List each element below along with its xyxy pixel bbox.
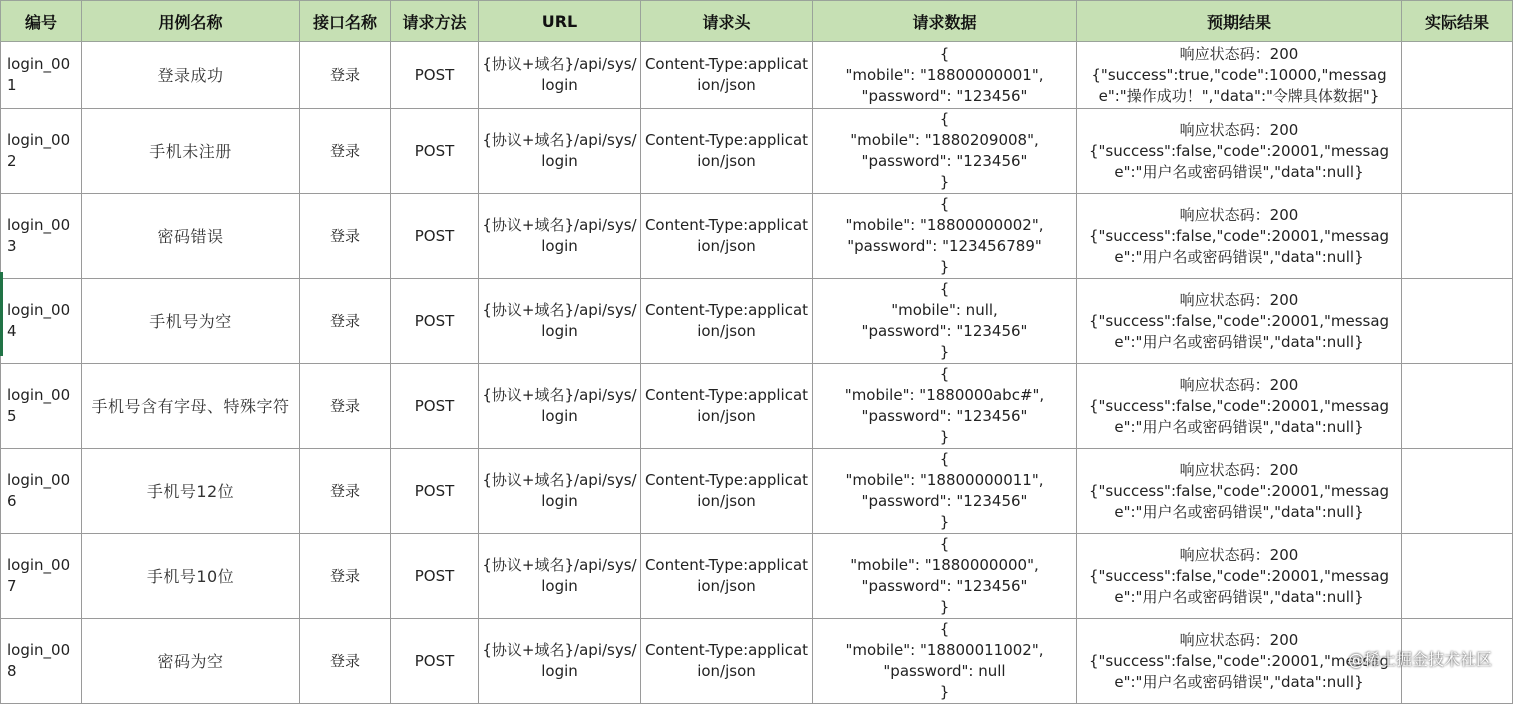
cell-req-header[interactable]: Content-Type:application/json	[641, 534, 813, 619]
cell-req-data[interactable]: { "mobile": "18800000011", "password": "123456" }	[813, 449, 1077, 534]
cell-case-name[interactable]: 密码为空	[82, 619, 300, 704]
cell-expected[interactable]: 响应状态码：200 {"success":false,"code":20001,"message":"用户名或密码错误","data":null}	[1077, 109, 1402, 194]
cell-url[interactable]: {协议+域名}/api/sys/login	[479, 534, 641, 619]
selected-row-indicator	[0, 272, 3, 356]
cell-actual[interactable]	[1402, 109, 1513, 194]
cell-actual[interactable]	[1402, 364, 1513, 449]
header-cell-api-name[interactable]: 接口名称	[300, 1, 391, 42]
cell-method[interactable]: POST	[391, 449, 479, 534]
cell-method[interactable]: POST	[391, 109, 479, 194]
cell-api-name[interactable]: 登录	[300, 364, 391, 449]
cell-url[interactable]: {协议+域名}/api/sys/login	[479, 279, 641, 364]
cell-id[interactable]: login_005	[1, 364, 82, 449]
cell-case-name[interactable]: 手机号12位	[82, 449, 300, 534]
cell-case-name[interactable]: 密码错误	[82, 194, 300, 279]
header-row	[1, 1, 1513, 42]
cell-actual[interactable]	[1402, 42, 1513, 109]
table-row	[1, 364, 1513, 449]
cell-req-data[interactable]: { "mobile": null, "password": "123456" }	[813, 279, 1077, 364]
cell-req-header[interactable]: Content-Type:application/json	[641, 109, 813, 194]
table-row	[1, 109, 1513, 194]
cell-actual[interactable]	[1402, 534, 1513, 619]
table-body	[1, 42, 1513, 704]
header-cell-expected[interactable]: 预期结果	[1077, 1, 1402, 42]
cell-case-name[interactable]: 手机号为空	[82, 279, 300, 364]
cell-id[interactable]: login_003	[1, 194, 82, 279]
cell-url[interactable]: {协议+域名}/api/sys/login	[479, 364, 641, 449]
cell-case-name[interactable]: 手机号含有字母、特殊字符	[82, 364, 300, 449]
cell-expected[interactable]: 响应状态码：200 {"success":true,"code":10000,"message":"操作成功！","data":"令牌具体数据"}	[1077, 42, 1402, 109]
cell-req-data[interactable]: { "mobile": "1880209008", "password": "123456" }	[813, 109, 1077, 194]
cell-req-data[interactable]: { "mobile": "18800011002", "password": null }	[813, 619, 1077, 704]
cell-case-name[interactable]: 手机号10位	[82, 534, 300, 619]
cell-url[interactable]: {协议+域名}/api/sys/login	[479, 42, 641, 109]
cell-id[interactable]: login_008	[1, 619, 82, 704]
header-cell-case-name[interactable]: 用例名称	[82, 1, 300, 42]
cell-method[interactable]: POST	[391, 364, 479, 449]
cell-expected[interactable]: 响应状态码：200 {"success":false,"code":20001,"message":"用户名或密码错误","data":null}	[1077, 449, 1402, 534]
cell-req-header[interactable]: Content-Type:application/json	[641, 279, 813, 364]
cell-api-name[interactable]: 登录	[300, 42, 391, 109]
cell-actual[interactable]	[1402, 449, 1513, 534]
cell-req-header[interactable]: Content-Type:application/json	[641, 449, 813, 534]
cell-actual[interactable]	[1402, 194, 1513, 279]
cell-req-header[interactable]: Content-Type:application/json	[641, 42, 813, 109]
table-row	[1, 619, 1513, 704]
cell-expected[interactable]: 响应状态码：200 {"success":false,"code":20001,"message":"用户名或密码错误","data":null}	[1077, 194, 1402, 279]
cell-url[interactable]: {协议+域名}/api/sys/login	[479, 109, 641, 194]
cell-req-data[interactable]: { "mobile": "1880000000", "password": "123456" }	[813, 534, 1077, 619]
watermark: @稀土掘金技术社区	[1347, 650, 1492, 669]
header-cell-req-data[interactable]: 请求数据	[813, 1, 1077, 42]
cell-method[interactable]: POST	[391, 619, 479, 704]
cell-api-name[interactable]: 登录	[300, 534, 391, 619]
cell-req-header[interactable]: Content-Type:application/json	[641, 194, 813, 279]
cell-url[interactable]: {协议+域名}/api/sys/login	[479, 194, 641, 279]
table-row	[1, 279, 1513, 364]
cell-actual[interactable]	[1402, 279, 1513, 364]
cell-req-data[interactable]: { "mobile": "1880000abc#", "password": "123456" }	[813, 364, 1077, 449]
header-cell-id[interactable]: 编号	[1, 1, 82, 42]
cell-expected[interactable]: 响应状态码：200 {"success":false,"code":20001,"message":"用户名或密码错误","data":null}	[1077, 364, 1402, 449]
table-row	[1, 449, 1513, 534]
cell-req-header[interactable]: Content-Type:application/json	[641, 364, 813, 449]
cell-method[interactable]: POST	[391, 194, 479, 279]
cell-id[interactable]: login_007	[1, 534, 82, 619]
cell-api-name[interactable]: 登录	[300, 109, 391, 194]
cell-url[interactable]: {协议+域名}/api/sys/login	[479, 619, 641, 704]
cell-req-data[interactable]: { "mobile": "18800000002", "password": "123456789" }	[813, 194, 1077, 279]
cell-api-name[interactable]: 登录	[300, 449, 391, 534]
cell-api-name[interactable]: 登录	[300, 619, 391, 704]
cell-case-name[interactable]: 手机未注册	[82, 109, 300, 194]
cell-expected[interactable]: 响应状态码：200 {"success":false,"code":20001,"message":"用户名或密码错误","data":null}	[1077, 619, 1402, 704]
table-row	[1, 42, 1513, 109]
table-row	[1, 534, 1513, 619]
cell-method[interactable]: POST	[391, 42, 479, 109]
cell-id[interactable]: login_002	[1, 109, 82, 194]
header-cell-req-header[interactable]: 请求头	[641, 1, 813, 42]
cell-expected[interactable]: 响应状态码：200 {"success":false,"code":20001,"message":"用户名或密码错误","data":null}	[1077, 534, 1402, 619]
cell-api-name[interactable]: 登录	[300, 279, 391, 364]
cell-url[interactable]: {协议+域名}/api/sys/login	[479, 449, 641, 534]
cell-api-name[interactable]: 登录	[300, 194, 391, 279]
cell-id[interactable]: login_006	[1, 449, 82, 534]
table-row	[1, 194, 1513, 279]
header-cell-method[interactable]: 请求方法	[391, 1, 479, 42]
cell-method[interactable]: POST	[391, 534, 479, 619]
cell-req-header[interactable]: Content-Type:application/json	[641, 619, 813, 704]
cell-case-name[interactable]: 登录成功	[82, 42, 300, 109]
cell-method[interactable]: POST	[391, 279, 479, 364]
cell-id[interactable]: login_001	[1, 42, 82, 109]
cell-expected[interactable]: 响应状态码：200 {"success":false,"code":20001,"message":"用户名或密码错误","data":null}	[1077, 279, 1402, 364]
cell-req-data[interactable]: { "mobile": "18800000001", "password": "123456"	[813, 42, 1077, 109]
cell-id[interactable]: login_004	[1, 279, 82, 364]
header-cell-url[interactable]: URL	[479, 1, 641, 42]
header-cell-actual[interactable]: 实际结果	[1402, 1, 1513, 42]
